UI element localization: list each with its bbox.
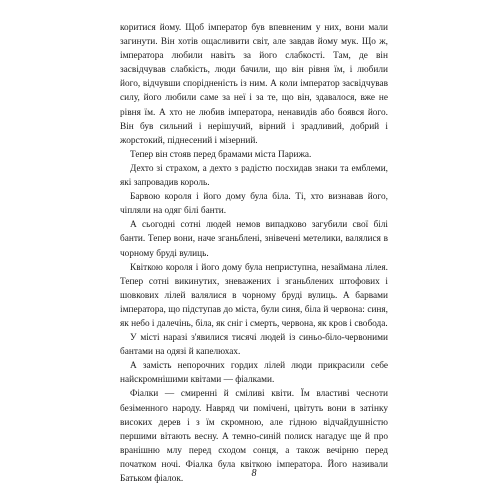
paragraph: Барвою короля і його дому була біла. Ті, хто визнавав його, чіпляли на одяг білі банти.	[120, 192, 388, 217]
page-number: 8	[251, 468, 257, 479]
paragraph: А сьогодні сотні людей немов випадково загубили свої білі банти. Тепер вони, наче зганьблені, знівечені метелики, валялися в чорному бруді вулиць.	[120, 220, 388, 259]
body-text	[120, 21, 388, 486]
paragraph: Тепер він стояв перед брамами міста Парижа.	[130, 149, 312, 160]
paragraph: коритися йому. Щоб імператор був впевненим у них, вони мали загинути. Він хотів ощасливити світ, але завдав йому мук. Що ж, імператора любили навіть за його слабкості. Там, де він засвідчував слабкість, люди бачили, що він рівня їм, і любили його, відчувши спорідненість із ним. А коли імператор засвідчував силу, його любили саме за неї і за те, що він, здавалося, вже не рівня їм. А хто не любив імператора, ненавидів або боявся його. Він був сильний і нерішучий, вірний і зрадливий, добрий і жорстокий, піднесений і мізерний.	[120, 23, 388, 146]
paragraph: Квіткою короля і його дому була неприступна, незаймана лілея. Тепер сотні викинутих, зневажених і зганьблених штофових і шовкових лілей валялися в чорному бруді вулиць. А барвами імператора, що підступав до міста, були синя, біла й червона: синя, як небо і далечінь, біла, як сніг і смерть, червона, як кров і свобода.	[120, 262, 388, 329]
paragraph: Фіалки — смиренні й сміливі квіти. Їм властиві чеснoти безіменного народу. Навряд чи помічені, цвітуть вони в затінку високих дерев і з їм скромною, але гідною відчайдушністю першими вітають весну. А темно-синій полиск нагадує ще й про вранішню млу перед сходом сонця, а також вечірню перед початком ночі. Фіалка була квіткою імператора. Його називали Батьком фіалок.	[120, 389, 388, 484]
paragraph: А замість непорочних гордих лілей люди прикрасили себе найскромнішими квітами — фіалками.	[120, 361, 388, 386]
paragraph: У місті наразі з'явилися тисячі людей із синьо-біло-червоними бантами на одязі й капелюхах.	[120, 333, 388, 358]
paragraph: Дехто зі страхом, а дехто з радістю посхидав знаки та емблеми, які запровадив король.	[120, 163, 388, 189]
book-page	[120, 21, 388, 486]
